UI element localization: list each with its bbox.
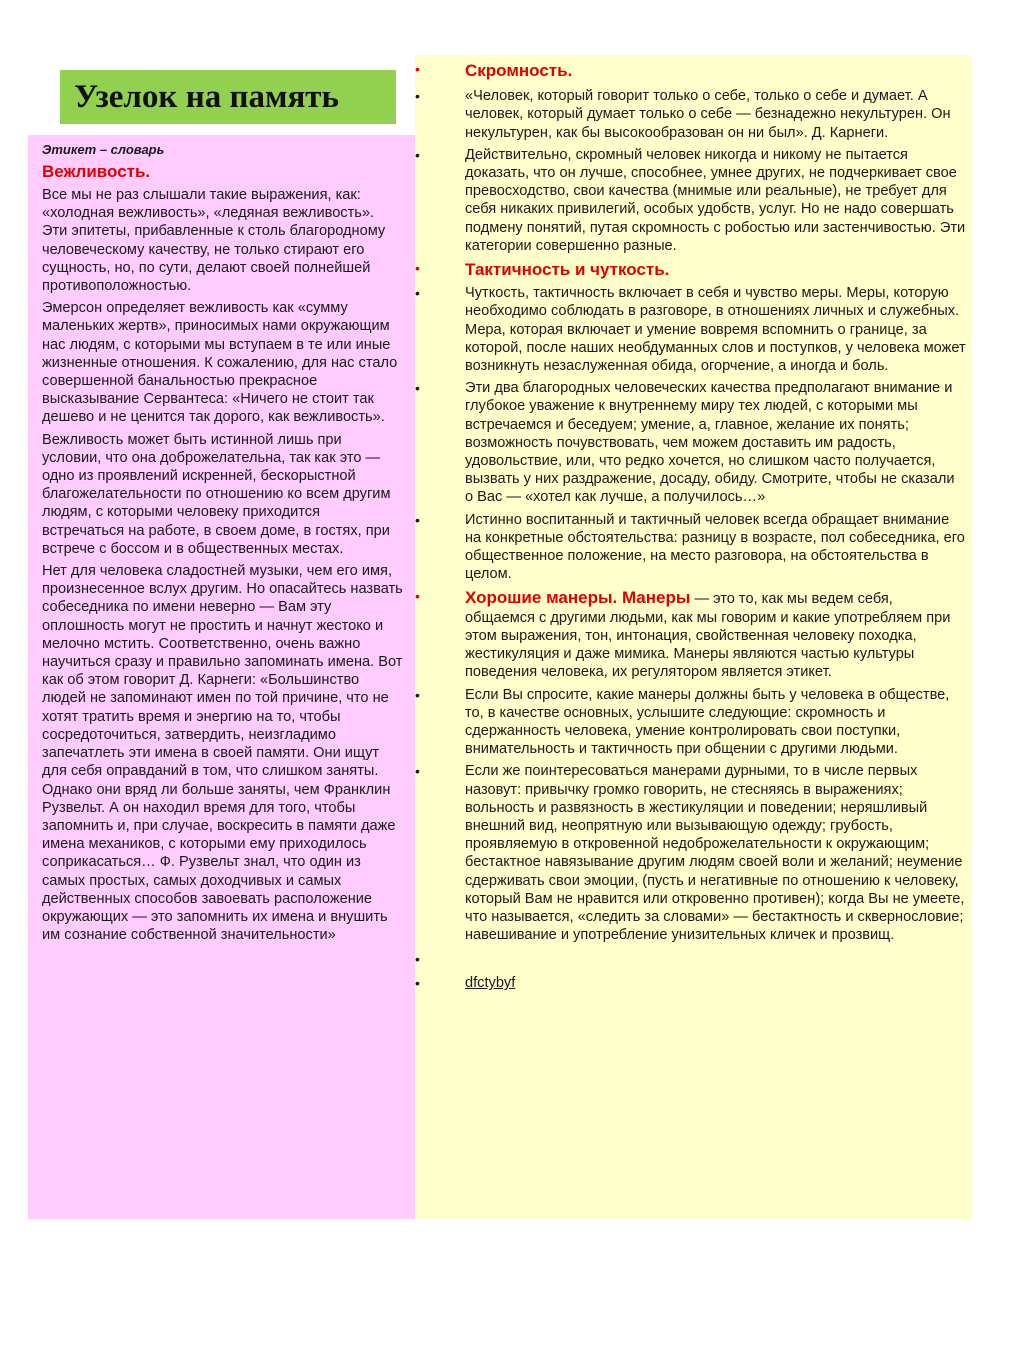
item-text: Действительно, скромный человек никогда и никому не пытается доказать, что он лучше, способнее, умнее других, не подчеркивает свое превосходство, свои качества (мнимые или реальные), не требует для себя никаких привилегий, особых удобств, услуг. Но не надо совершать подмену понятий, путая скромность с робостью или застенчивостью. Эти категории совершенно разные. — [465, 146, 966, 254]
list-item — [415, 950, 966, 968]
left-paragraph: Вежливость может быть истинной лишь при условии, что она доброжелательна, так как это — одно из проявлений искренней, бескорыстной благожелательности по отношению ко всем другим людям, с которыми человеку приходится встречаться на работе, в своем доме, в гостях, при встрече с боссом и в общественных местах. — [42, 431, 391, 557]
list-item[interactable] — [415, 974, 966, 992]
bullet-icon: • — [415, 763, 420, 780]
bullet-icon: • — [415, 380, 420, 397]
list-item — [415, 511, 966, 584]
item-heading-modesty: Скромность. — [465, 61, 573, 80]
item-text: «Человек, который говорит только о себе, только о себе и думает. А человек, который думает только о себе — безнадежно некультурен. Он некультурен, как бы высокообразован он ни был». Д. Карнеги. — [465, 88, 951, 141]
left-paragraph: Нет для человека сладостней музыки, чем его имя, произнесенное вслух другим. Но опасайтесь назвать собеседника по имени неверно — Вам эту оплошность могут не простить и начнут жестоко и мелочно мстить. Соответственно, очень важно научиться сразу и правильно запоминать имена. Вот как об этом говорит Д. Карнеги: «Большинство людей не запоминают имен по той причине, что не хотят тратить время и энергию на то, чтобы сосредоточиться, затвердить, неизгладимо запечатлеть эти имена в своей памяти. Они ищут для себя оправданий в том, что слишком заняты. Однако они вряд ли больше заняты, чем Франклин Рузвельт. А он находил время для того, чтобы запомнить и, при случае, воскресить в памяти даже имена механиков, с которыми ему приходилось соприкасаться… Ф. Рузвельт знал, что один из самых простых, самых доходчивых и самых действенных способов завоевать расположение окружающих — это запомнить их имена и внушить им сознание собственной значительности» — [42, 563, 403, 944]
list-item — [415, 146, 966, 255]
left-paragraph: Эмерсон определяет вежливость как «сумму маленьких жертв», приносимых нами окружающим нас людям, с которыми мы вступаем в те или иные жизненные отношения. К сожалению, для нас стало совершенной банальностью прекрасное высказывание Сервантеса: «Ничего не стоит так дешево и не ценится так дорого, как вежливость». — [42, 300, 398, 426]
list-item — [415, 379, 966, 506]
bullet-icon: • — [415, 260, 420, 277]
right-list — [415, 60, 966, 993]
bullet-icon: • — [415, 951, 420, 968]
item-heading-manners: Хорошие манеры. Манеры — [465, 588, 691, 608]
list-item — [415, 587, 966, 681]
list-item — [415, 762, 966, 944]
left-panel — [28, 135, 415, 1219]
page-title: Узелок на память — [74, 79, 339, 115]
item-text: Если же поинтересоваться манерами дурными, то в числе первых назовут: привычку громко говорить, не стесняясь в выражениях; вольность и развязность в жестикуляции и поведении; неряшливый внешний вид, неопрятную или вызывающую одежду; грубость, проявляемую в откровенной недоброжелательности к окружающим; бестактное навязывание другим людям своей воли и желаний; неумение сдерживать свои эмоции, (пусть и негативные по отношению к человеку, который Вам не нравится или откровенно противен); когда Вы не умеете, что называется, «следить за словами» — бестактность и сквернословие; навешивание и употребление унизительных кличек и прозвищ. — [465, 763, 965, 944]
bullet-icon: • — [415, 61, 420, 77]
list-item — [415, 60, 966, 81]
item-heading-tact: Тактичность и чуткость. — [465, 260, 670, 280]
list-item — [415, 87, 966, 142]
link-text[interactable]: dfctybyf — [465, 975, 516, 992]
title-banner — [60, 70, 396, 124]
bullet-icon: • — [415, 511, 420, 528]
item-text: — это то, как мы ведем себя, общаемся с другими людьми, как мы говорим и какие употребляем при этом выражения, тон, интонация, свойственная человеку походка, жестикуляция и даже мимика. Манеры являются частью культуры поведения человека, их регулятором является этикет. — [465, 591, 951, 681]
bullet-icon: • — [415, 146, 420, 163]
right-panel — [415, 55, 972, 1219]
item-text: Если Вы спросите, какие манеры должны быть у человека в обществе, то, в качестве основных, услышите следующие: скромность и сдержанность человека, умение контролировать свои поступки, внимательность и тактичность при общении с другими людьми. — [465, 686, 950, 758]
item-text: Истинно воспитанный и тактичный человек всегда обращает внимание на конкретные обстоятельства: разницу в возрасте, пол собеседника, его общественное положение, на место разговора, на обстоятельства в целом. — [465, 511, 965, 583]
list-item — [415, 686, 966, 759]
bullet-icon: • — [415, 975, 420, 992]
list-item — [415, 284, 966, 375]
left-heading: Вежливость. — [42, 162, 151, 181]
bullet-icon: • — [415, 88, 420, 105]
bullet-icon: • — [415, 285, 420, 302]
bullet-icon: • — [415, 686, 420, 703]
item-text: Эти два благородных человеческих качества предполагают внимание и глубокое уважение к внутреннему миру тех людей, с которыми мы встречаемся и беседуем; умение, а, главное, желание их понять; возможность почувствовать, чем можем доставить им радость, удовольствие, или, что редко хочется, но слишком часто получается, вызвать у них раздражение, досаду, обиду. Смотрите, чтобы не сказали о Вас — «хотел как лучше, а получилось…» — [465, 380, 955, 506]
list-item — [415, 259, 966, 280]
bullet-icon: • — [415, 588, 420, 605]
item-text: Чуткость, тактичность включает в себя и чувство меры. Меры, которую необходимо соблюдать в разговоре, в отношениях личных и служебных. Мера, которая включает и умение вовремя вспомнить о границе, за которой, после наших необдуманных слов и поступков, у человека может возникнуть незаслуженная обида, огорчение, а иногда и боль. — [465, 285, 966, 375]
left-subtitle: Этикет – словарь — [42, 142, 165, 157]
left-paragraph: Все мы не раз слышали такие выражения, как: «холодная вежливость», «ледяная вежливость». Эти эпитеты, прибавленные к столь благородному человеческому качеству, не только стирают его сущность, но, по сути, делают своей полнейшей противоположностью. — [42, 187, 386, 295]
